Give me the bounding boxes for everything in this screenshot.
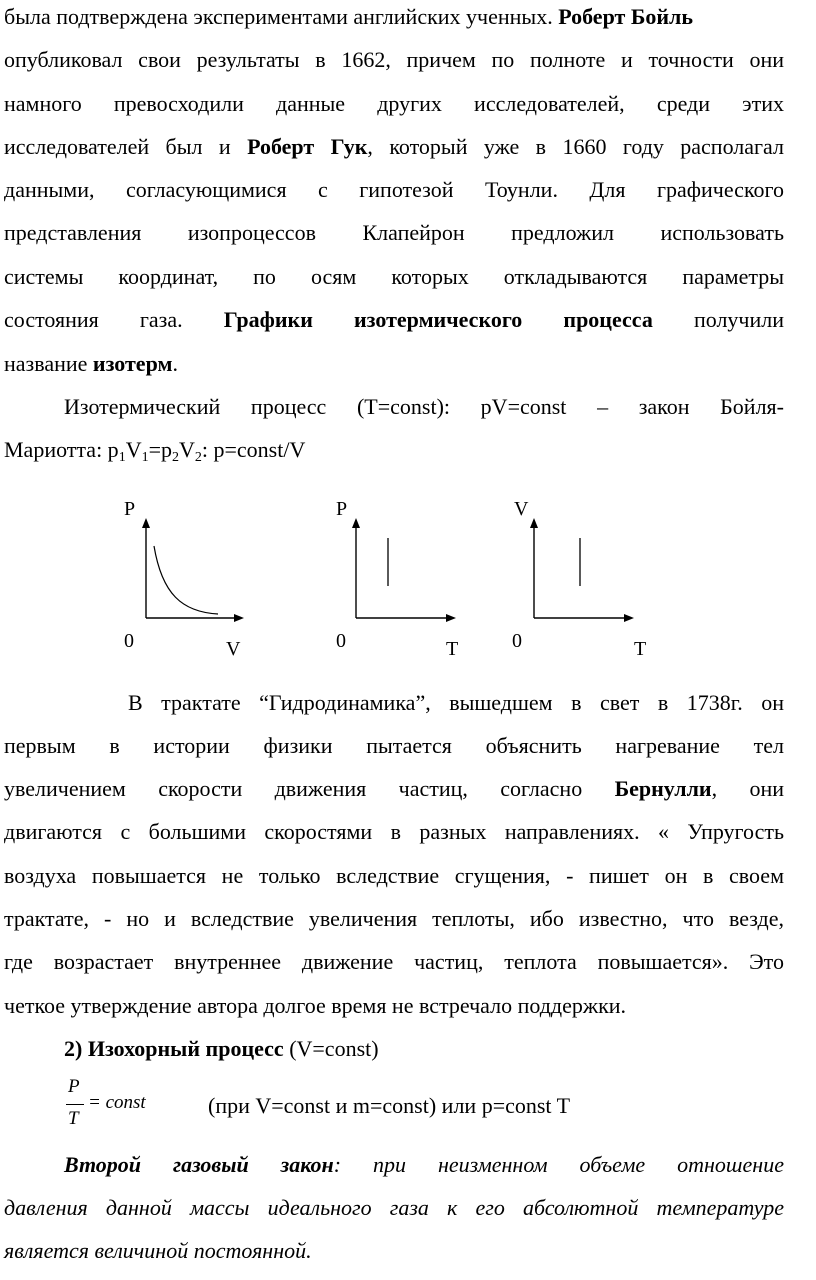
- y-axis-label: P: [336, 498, 348, 520]
- name-hooke: Роберт Гук: [247, 134, 368, 159]
- text-span: V: [125, 437, 142, 462]
- text-line: первым в истории физики пытается объяснить нагревание тел: [4, 733, 784, 758]
- x-axis-label: V: [226, 638, 241, 660]
- subscript: 2: [172, 450, 179, 465]
- name-bernoulli: Бернулли: [614, 776, 712, 801]
- text-span: увеличением скорости движения частиц, согласно: [4, 776, 615, 801]
- text-span: : при неизменном объеме отношение: [333, 1152, 784, 1177]
- text-line: опубликовал свои результаты в 1662, причем по полноте и точности они: [4, 47, 784, 72]
- text-span: получили: [652, 307, 785, 332]
- text-line: воздуха повышается не только вследствие сгущения, - пишет он в своем: [4, 863, 784, 888]
- text-span: была подтверждена экспериментами английских ученных.: [4, 4, 559, 29]
- text-span: является величиной постоянной.: [4, 1238, 312, 1263]
- fraction-numerator: P: [68, 1076, 80, 1097]
- name-boyle: Роберт Бойль: [558, 4, 694, 29]
- formula-p-over-t: [60, 1076, 180, 1136]
- fraction-equals: = const: [88, 1092, 146, 1113]
- text-span: название: [4, 351, 93, 376]
- y-axis-label: P: [124, 498, 136, 520]
- text-line: Изотермический процесс (T=const): pV=const – закон Бойля-: [64, 394, 784, 419]
- bold-term: изотерм: [92, 351, 173, 376]
- law-line: [4, 1193, 784, 1223]
- text-line: двигаются с большими скоростями в разных направлениях. « Упругость: [4, 819, 784, 844]
- text-span: , который уже в 1660 году располагал: [367, 134, 784, 159]
- text-line: четкое утверждение автора долгое время не встречало поддержки.: [4, 993, 627, 1018]
- text-line: представления изопроцессов Клапейрон предложил использовать: [4, 220, 784, 245]
- text-line: [4, 349, 784, 379]
- text-span: .: [172, 351, 178, 376]
- text-line: данными, согласующимися с гипотезой Тоунли. Для графического: [4, 177, 784, 202]
- graph-pt-isotherm: [322, 490, 492, 670]
- formula-line: [4, 435, 784, 465]
- isotherm-graphs: [0, 490, 816, 670]
- x-axis-label: T: [446, 638, 459, 660]
- formula-condition: (при V=const и m=const) или p=const T: [208, 1093, 571, 1118]
- law-title: Второй газовый закон: [64, 1152, 334, 1177]
- law-line: [64, 1150, 784, 1180]
- fraction-denominator: T: [68, 1108, 79, 1129]
- bold-term: Графики изотермического процесса: [223, 307, 653, 332]
- text-line: В трактате “Гидродинамика”, вышедшем в свет в 1738г. он: [128, 690, 784, 715]
- text-line: [4, 132, 784, 162]
- text-span: (V=const): [283, 1036, 379, 1061]
- graph-pv-isotherm: [110, 490, 280, 670]
- fraction-bar: [66, 1104, 84, 1105]
- origin-label: 0: [124, 630, 134, 652]
- section-title: 2) Изохорный процесс: [64, 1036, 284, 1061]
- origin-label: 0: [336, 630, 346, 652]
- text-line: намного превосходили данные других исследователей, среди этих: [4, 91, 784, 116]
- origin-label: 0: [512, 630, 522, 652]
- subscript: 2: [194, 450, 202, 465]
- section-heading: [64, 1034, 784, 1064]
- text-span: V: [179, 437, 195, 462]
- text-line: трактате, - но и вследствие увеличения теплоты, ибо известно, что везде,: [4, 906, 784, 931]
- text-line: системы координат, по осям которых откладываются параметры: [4, 264, 784, 289]
- text-span: Мариотта: p: [4, 437, 119, 462]
- subscript: 1: [118, 450, 126, 465]
- text-span: =p: [148, 437, 172, 462]
- text-line: [4, 2, 784, 32]
- text-span: состояния газа.: [4, 307, 224, 332]
- subscript: 1: [141, 450, 149, 465]
- graph-vt-isotherm: [500, 490, 670, 670]
- y-axis-label: V: [514, 498, 529, 520]
- text-line: где возрастает внутреннее движение частиц, теплота повышается». Это: [4, 949, 784, 974]
- text-span: : p=const/V: [201, 437, 306, 462]
- x-axis-label: T: [634, 638, 647, 660]
- text-line: [4, 305, 784, 335]
- law-line: [4, 1236, 784, 1266]
- text-span: давления данной массы идеального газа к его абсолютной температуре: [4, 1195, 784, 1220]
- text-span: исследователей был и: [4, 134, 248, 159]
- text-span: , они: [711, 776, 785, 801]
- text-line: [4, 774, 784, 804]
